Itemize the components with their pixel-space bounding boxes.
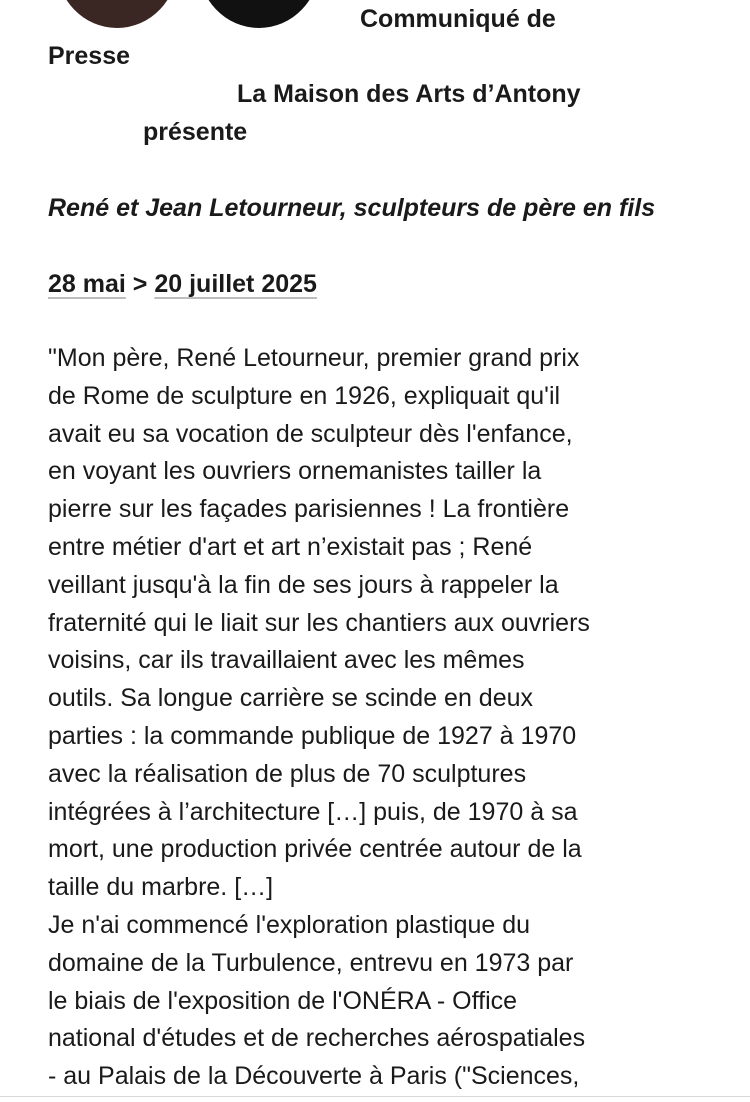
body-line: fraternité qui le liait sur les chantiers aux ouvriers <box>48 608 590 637</box>
header-venue-name: La Maison des Arts d’Antony <box>237 80 581 108</box>
body-line: national d'études et de recherches aérospatiales <box>48 1024 586 1053</box>
body-line: domaine de la Turbulence, entrevu en 1973 par <box>48 948 574 977</box>
body-line: voisins, car ils travaillaient avec les mêmes <box>48 646 525 675</box>
body-line: veillant jusqu'à la fin de ses jours à rappeler la <box>48 570 559 599</box>
exhibition-title: René et Jean Letourneur, sculpteurs de père en fils <box>48 194 656 222</box>
body-line: de Rome de sculpture en 1926, expliquait qu'il <box>48 381 561 410</box>
body-line: avait eu sa vocation de sculpteur dès l'enfance, <box>48 419 573 448</box>
body-line: taille du marbre. […] <box>48 873 274 902</box>
body-line: "Mon père, René Letourneur, premier grand prix <box>48 344 580 372</box>
press-release-body <box>48 340 728 1096</box>
date-separator: > <box>125 270 155 298</box>
bottom-divider <box>0 1096 750 1102</box>
body-line: Je n'ai commencé l'exploration plastique du <box>48 910 531 939</box>
body-line: - au Palais de la Découverte à Paris ("Sciences, <box>48 1062 580 1091</box>
body-line: mort, une production privée centrée autour de la <box>48 835 582 864</box>
body-line: le biais de l'exposition de l'ONÉRA - Office <box>48 986 518 1015</box>
date-end-link[interactable]: 20 juillet 2025 <box>154 270 317 298</box>
body-line: pierre sur les façades parisiennes ! La frontière <box>48 495 570 524</box>
body-line: entre métier d'art et art n’existait pas ; René <box>48 532 533 561</box>
partner-logo-left <box>56 0 178 28</box>
exhibition-dates <box>48 265 317 303</box>
body-line: intégrées à l’architecture […] puis, de 1970 à sa <box>48 797 578 826</box>
header-presente-label: présente <box>143 118 248 146</box>
header-communique-label: Communiqué de <box>360 5 556 33</box>
header-presse-label: Presse <box>48 42 131 70</box>
body-line: avec la réalisation de plus de 70 sculptures <box>48 759 527 788</box>
partner-logo-right <box>198 0 320 28</box>
date-start-link[interactable]: 28 mai <box>48 270 126 298</box>
body-line: en voyant les ouvriers ornemanistes tailler la <box>48 457 542 486</box>
body-line: parties : la commande publique de 1927 à 1970 <box>48 721 577 750</box>
body-line: outils. Sa longue carrière se scinde en deux <box>48 684 534 713</box>
